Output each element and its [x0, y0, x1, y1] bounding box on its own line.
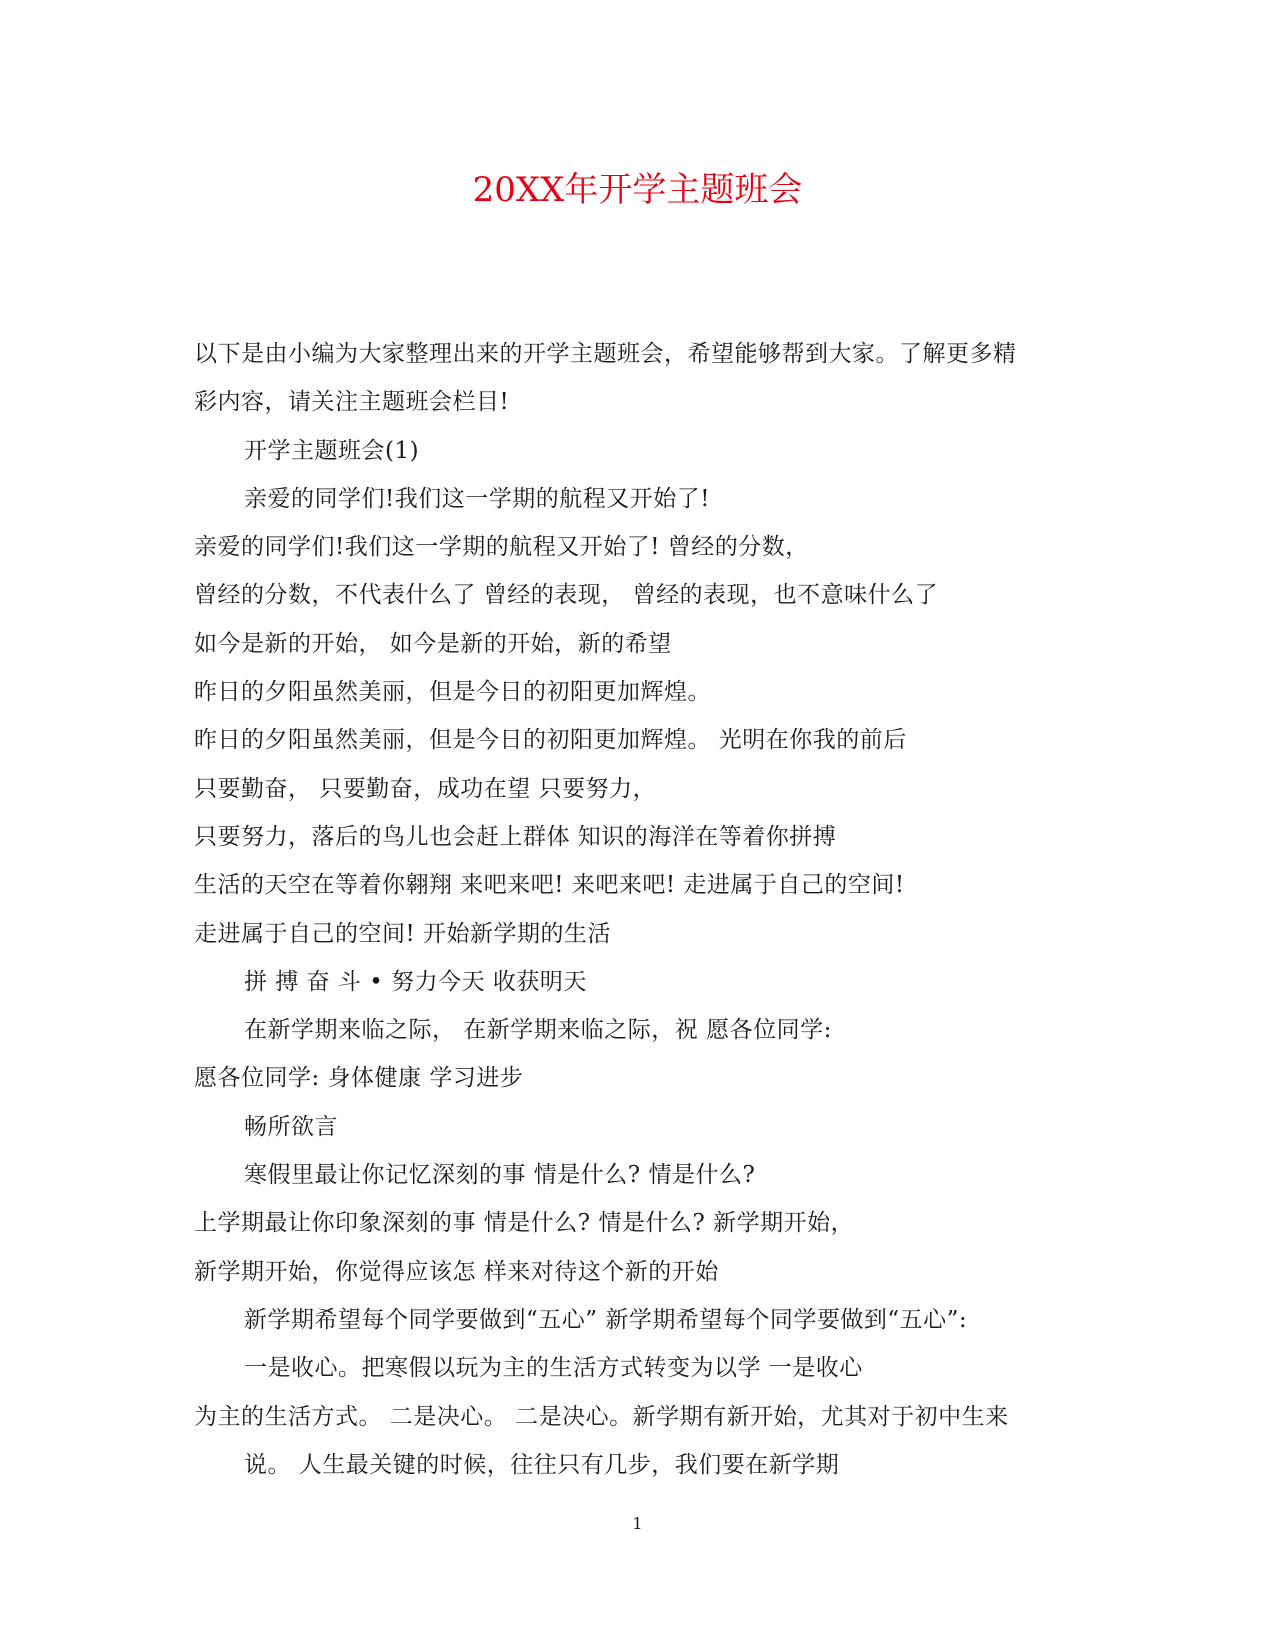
page-number: 1: [632, 1514, 643, 1533]
body-line: 只要努力，落后的鸟儿也会赶上群体 知识的海洋在等着你拼搏: [194, 823, 837, 850]
body-line: 上学期最让你印象深刻的事 情是什么? 情是什么? 新学期开始，: [194, 1210, 855, 1237]
body-line: 在新学期来临之际， 在新学期来临之际，祝 愿各位同学:: [244, 1017, 832, 1044]
body-line: 为主的生活方式。 二是决心。 二是决心。新学期有新开始，尤其对于初中生来: [194, 1403, 1009, 1430]
body-line: 只要勤奋， 只要勤奋，成功在望 只要努力，: [194, 775, 657, 802]
body-line: 一是收心。把寒假以玩为主的生活方式转变为以学 一是收心: [244, 1355, 863, 1382]
document-title: 20XX年开学主题班会: [472, 170, 803, 210]
body-line: 畅所欲言: [244, 1113, 338, 1140]
body-line: 生活的天空在等着你翱翔 来吧来吧! 来吧来吧! 走进属于自己的空间!: [194, 872, 905, 899]
body-line: 说。 人生最关键的时候，往往只有几步，我们要在新学期: [244, 1451, 840, 1478]
body-line: 愿各位同学: 身体健康 学习进步: [194, 1065, 524, 1092]
body-line: 彩内容，请关注主题班会栏目!: [194, 389, 510, 416]
body-line: 新学期希望每个同学要做到“五心” 新学期希望每个同学要做到“五心”:: [244, 1306, 968, 1333]
body-line: 以下是由小编为大家整理出来的开学主题班会，希望能够帮到大家。了解更多精: [194, 341, 1017, 367]
body-line: 拼 搏 奋 斗 • 努力今天 收获明天: [244, 968, 587, 995]
body-line: 昨日的夕阳虽然美丽，但是今日的初阳更加辉煌。: [194, 679, 711, 706]
body-line: 新学期开始，你觉得应该怎 样来对待这个新的开始: [194, 1258, 719, 1285]
body-line: 曾经的分数，不代表什么了 曾经的表现， 曾经的表现，也不意味什么了: [194, 582, 939, 609]
body-line: 走进属于自己的空间! 开始新学期的生活: [194, 920, 612, 947]
body-line: 亲爱的同学们!我们这一学期的航程又开始了! 曾经的分数，: [194, 534, 809, 561]
body-line: 如今是新的开始， 如今是新的开始，新的希望: [194, 630, 672, 657]
document-body: [194, 330, 1094, 1489]
body-line: 寒假里最让你记忆深刻的事 情是什么? 情是什么?: [244, 1162, 756, 1189]
section-heading: 开学主题班会(1): [244, 437, 420, 464]
body-line: 亲爱的同学们!我们这一学期的航程又开始了!: [244, 485, 710, 512]
body-line: 昨日的夕阳虽然美丽，但是今日的初阳更加辉煌。 光明在你我的前后: [194, 727, 907, 754]
